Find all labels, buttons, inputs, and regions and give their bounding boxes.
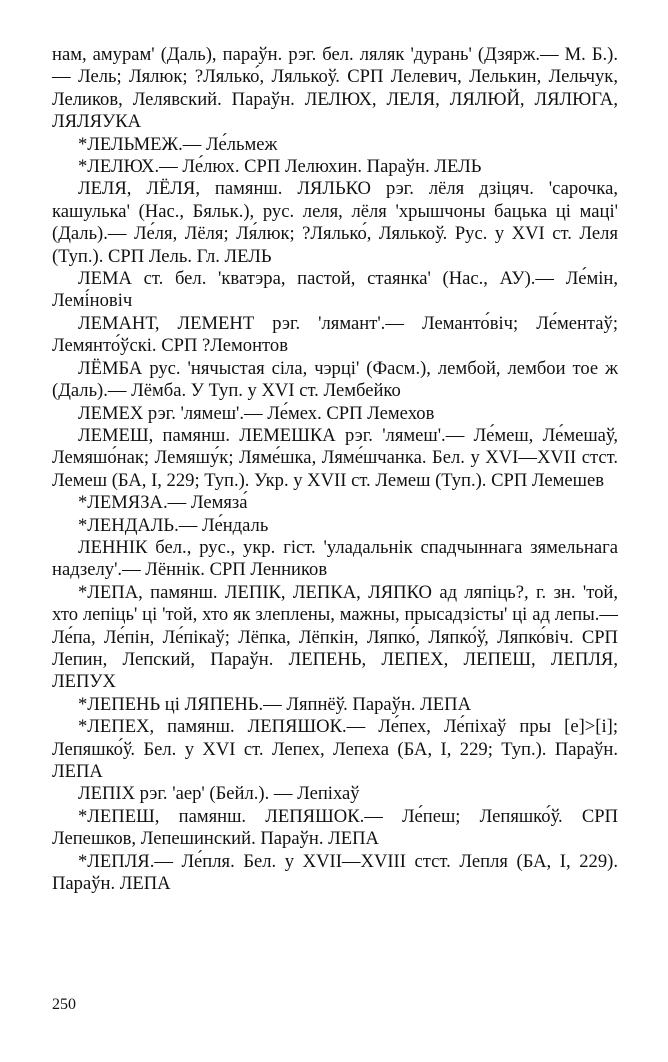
entry-lemesh: ЛЕМЕШ, памянш. ЛЕМЕШКА рэг. 'лямеш'.— Ле́меш, Ле́мешаў, Лемяшо́нак; Лемяшу́к; Ляме́шка, Ляме́шчанка. Бел. у XVI—XVII стст. Лемеш (БА, I, 229; Туп.). Укр. у XVII ст. Лемеш (Туп.). СРП Лемешев (52, 424, 618, 491)
entry-leliukh: *ЛЕЛЮХ.— Ле́люх. СРП Лелюхин. Параўн. ЛЕЛЬ (78, 156, 482, 178)
entry-lemekh: ЛЕМЕХ рэг. 'лямеш'.— Ле́мех. СРП Лемехов (78, 402, 435, 424)
entry-lemiaza: *ЛЕМЯЗА.— Лемяза́ (78, 492, 248, 514)
entry-lennik: ЛЕННІК бел., рус., укр. гіст. 'уладальнік спадчыннага зямельнага надзелу'.— Лённік. СРП Ленников (52, 536, 618, 581)
entry-lendal: *ЛЕНДАЛЬ.— Ле́ндаль (78, 514, 269, 536)
entry-lepa: *ЛЕПА, памянш. ЛЕПІК, ЛЕПКА, ЛЯПКО ад ляпіць?, г. зн. 'той, хто лепіць' ці 'той, хто як злеплены, мажны, прысадзісты' ці ад лепы.— Ле́па, Ле́пін, Ле́пікаў; Лёпка, Лёпкін, Ляпко́, Ляпко́ў, Ляпко́віч. СРП Лепин, Лепский, Параўн. ЛЕПЕНЬ, ЛЕПЕХ, ЛЕПЕШ, ЛЕПЛЯ, ЛЕПУХ (52, 581, 618, 693)
entry-lemant: ЛЕМАНТ, ЛЕМЕНТ рэг. 'лямант'.— Леманто́віч; Ле́ментаў; Лемянто́ўскі. СРП ?Лемонтов (52, 312, 618, 357)
entry-leplia: *ЛЕПЛЯ.— Ле́пля. Бел. у XVII—XVIII стст. Лепля (БА, I, 229). Параўн. ЛЕПА (52, 850, 618, 895)
entry-lepekh: *ЛЕПЕХ, памянш. ЛЕПЯШОК.— Ле́пех, Ле́піхаў пры [е]>[і]; Лепяшко́ў. Бел. у XVI ст. Лепех, Лепеха (БА, I, 229; Туп.). Параўн. ЛЕПА (52, 716, 618, 782)
entries (52, 44, 618, 895)
entry-lepesh: *ЛЕПЕШ, памянш. ЛЕПЯШОК.— Ле́пеш; Лепяшко́ў. СРП Лепешков, Лепешинский. Параўн. ЛЕПА (52, 805, 618, 850)
entry-text: нам, амурам' (Даль), параўн. рэг. бел. ляляк 'дурань' (Дзярж.— М. Б.).— Лель; Лялюк; ?Лялько́, Лялькоў. СРП Лелевич, Лелькин, Лельчук, Леликов, Лелявский. Параўн. ЛЕЛЮХ, ЛЕЛЯ, ЛЯЛЮЙ, ЛЯЛЮГА, ЛЯЛЯУКА (52, 44, 618, 133)
entry-lepikh: ЛЕПІХ рэг. 'аер' (Бейл.). — Лепіхаў (78, 783, 360, 805)
entry-lema: ЛЕМА ст. бел. 'кватэра, пастой, стаянка' (Нас., АУ).— Ле́мін, Лемі́новіч (52, 268, 618, 312)
entry-lelia: ЛЕЛЯ, ЛЁЛЯ, памянш. ЛЯЛЬКО рэг. лёля дзіцяч. 'сарочка, кашулька' (Нас., Бяльк.), рус. леля, лёля 'хрышчоны бацька ці маці' (Даль).— Ле́ля, Лёля; Ля́люк; ?Лялько́, Лялькоў. Рус. у XVI ст. Леля (Туп.). СРП Лель. Гл. ЛЕЛЬ (52, 178, 618, 267)
page-number: 250 (52, 996, 76, 1013)
entry-lomba: ЛЁМБА рус. 'нячыстая сіла, чэрці' (Фасм.), лембой, лембои тое ж (Даль).— Лёмба. У Туп. у XVI ст. Лембейко (52, 357, 618, 402)
entry-lelmezh: *ЛЕЛЬМЕЖ.— Ле́льмеж (78, 133, 278, 155)
entry-lepen: *ЛЕПЕНЬ ці ЛЯПЕНЬ.— Ляпнёў. Параўн. ЛЕПА (78, 693, 472, 715)
